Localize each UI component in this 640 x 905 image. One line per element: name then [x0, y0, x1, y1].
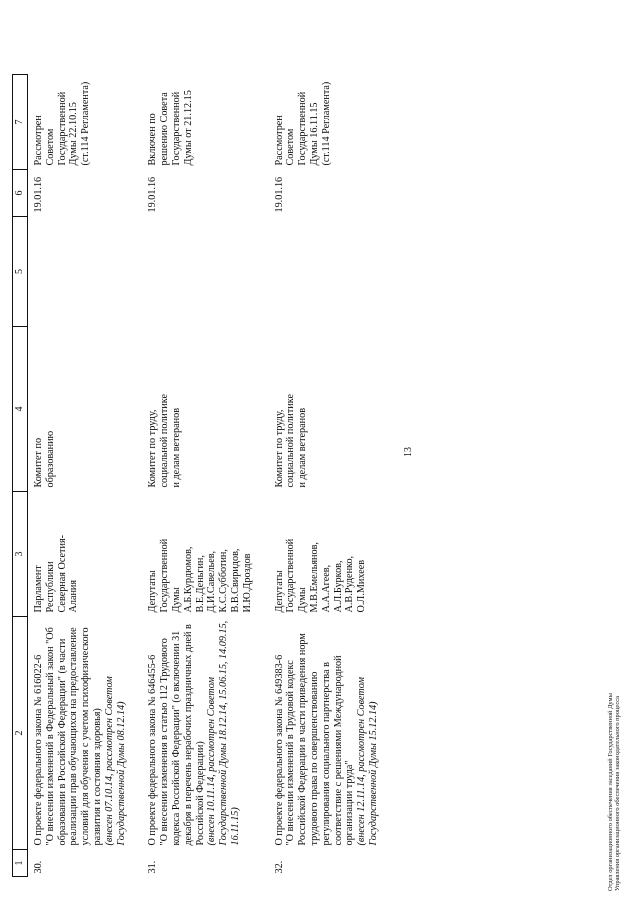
bill-subject: "О внесении изменений в Трудовой кодекс Российской Федерации в части приведения норм трудового права по совершенствованию регулирования социального партнерства в соответствие с решениями Международной организации труда": [285, 633, 356, 846]
committee-line: Комитет по: [33, 437, 44, 488]
column-5-cell: [145, 217, 271, 327]
author-line: В.В.Свиридов,: [229, 548, 241, 613]
status-line: (ст.114 Регламента): [320, 81, 332, 166]
bill-subject: "О внесении изменения в статью 112 Трудового кодекса Российской Федерации" (о включении 31 декабря в перечень нерабочих праздничных дней в Российской Федерации): [159, 624, 206, 846]
table-header-row: [13, 75, 28, 877]
author-line: Депутаты: [273, 570, 285, 613]
committee-line: Комитет по труду,: [147, 409, 159, 488]
bill-status: [145, 75, 271, 170]
status-line: (ст.114 Регламента): [80, 81, 92, 166]
column-header: 4: [13, 327, 28, 492]
table-row: [272, 75, 398, 877]
status-line: Рассмотрен: [33, 115, 44, 166]
status-line: Государственной: [170, 91, 182, 166]
status-line: Советом: [285, 128, 297, 166]
footer-line: Отдел организационного обеспечения заседаний Государственной Думы: [607, 693, 614, 891]
column-header: 7: [13, 75, 28, 170]
footer-line: Управления организационного обеспечения законодательного процесса: [614, 696, 622, 891]
table-row: [28, 75, 146, 877]
author-line: Северная Осетия-: [56, 534, 68, 613]
committee-line: Комитет по труду,: [273, 409, 285, 488]
bill-authors: [145, 492, 271, 617]
bill-authors: [272, 492, 398, 617]
bill-date: 19.01.16: [147, 176, 159, 213]
status-line: Включен по: [147, 113, 159, 166]
author-line: А.В.Руденко,: [344, 555, 356, 613]
bill-note: (внесен 07.10.14, рассмотрен Советом Государственной Думы 08.12.14): [103, 676, 127, 846]
status-line: Государственной: [297, 91, 309, 166]
bill-date: 19.01.16: [33, 176, 44, 213]
row-number: 32.: [273, 860, 285, 874]
author-line: Думы: [170, 587, 182, 613]
committee-line: и делам ветеранов: [170, 407, 182, 488]
page-number: 13: [403, 447, 414, 457]
status-line: Думы 16.11.15: [308, 102, 320, 166]
status-line: Думы от 21.12.15: [182, 90, 194, 166]
committee-line: социальной политике: [159, 394, 171, 488]
column-5-cell: [272, 217, 398, 327]
author-line: Государственной: [159, 538, 171, 613]
status-line: решению Совета: [159, 92, 171, 166]
column-5-cell: [28, 217, 146, 327]
bill-title: О проекте федерального закона № 646455-6: [147, 654, 159, 846]
column-header: 1: [13, 850, 28, 877]
bill-subject: "О внесении изменений в Федеральный закон "Об образовании в Российской Федерации" (в части реализации прав обучающихся на предоставление условий для обучения с учетом психофизического развития и состояния здоровья): [44, 627, 103, 846]
author-line: Д.И.Савельев,: [206, 550, 218, 613]
column-header: 2: [13, 617, 28, 850]
bill-description: [28, 617, 146, 850]
status-line: Государственной: [56, 91, 68, 166]
bill-note: (внесен 10.11.14, рассмотрен Советом Государственной Думы 18.12.14, 15.06.15, 14.09.15, 16.11.15): [206, 620, 241, 846]
author-line: А.Л.Бурков,: [332, 560, 344, 613]
bill-committee: [145, 327, 271, 492]
bill-committee: [272, 327, 398, 492]
author-line: Парламент: [33, 565, 44, 613]
author-line: О.Л.Михеев: [356, 559, 368, 613]
author-line: И.Ю.Дроздов: [241, 553, 253, 613]
author-line: Государственной: [285, 538, 297, 613]
committee-line: и делам ветеранов: [297, 407, 309, 488]
bill-status: [28, 75, 146, 170]
author-line: К.С.Субботин,: [218, 549, 230, 613]
bill-authors: [28, 492, 146, 617]
status-line: Думы 22.10.15: [68, 102, 80, 166]
bill-title: О проекте федерального закона № 616022-6: [33, 654, 44, 846]
column-header: 3: [13, 492, 28, 617]
row-number: 31.: [147, 860, 159, 874]
committee-line: социальной политике: [285, 394, 297, 488]
bills-table: [12, 74, 398, 877]
author-line: Депутаты: [147, 570, 159, 613]
author-line: В.Е.Деньгин,: [194, 555, 206, 613]
bill-committee: [28, 327, 146, 492]
author-line: Алания: [68, 579, 80, 613]
bill-status: [272, 75, 398, 170]
bill-note: (внесен 12.11.14, рассмотрен Советом Государственной Думы 15.12.14): [356, 677, 379, 846]
author-line: М.В.Емельянов,: [308, 542, 320, 613]
bill-date: 19.01.16: [273, 176, 285, 213]
bill-description: [145, 617, 271, 850]
author-line: А.А.Агеев,: [320, 564, 332, 613]
page-footer: [607, 693, 622, 891]
column-header: 6: [13, 170, 28, 217]
status-line: Рассмотрен: [273, 115, 285, 166]
author-line: А.Б.Курдюмов,: [182, 546, 194, 613]
bill-description: [272, 617, 398, 850]
table-row: [145, 75, 271, 877]
row-number: 30.: [33, 860, 44, 874]
author-line: Республики: [44, 561, 56, 613]
author-line: Думы: [297, 587, 309, 613]
committee-line: образованию: [44, 430, 56, 488]
bill-title: О проекте федерального закона № 649383-6: [273, 654, 285, 846]
status-line: Советом: [44, 128, 56, 166]
column-header: 5: [13, 217, 28, 327]
